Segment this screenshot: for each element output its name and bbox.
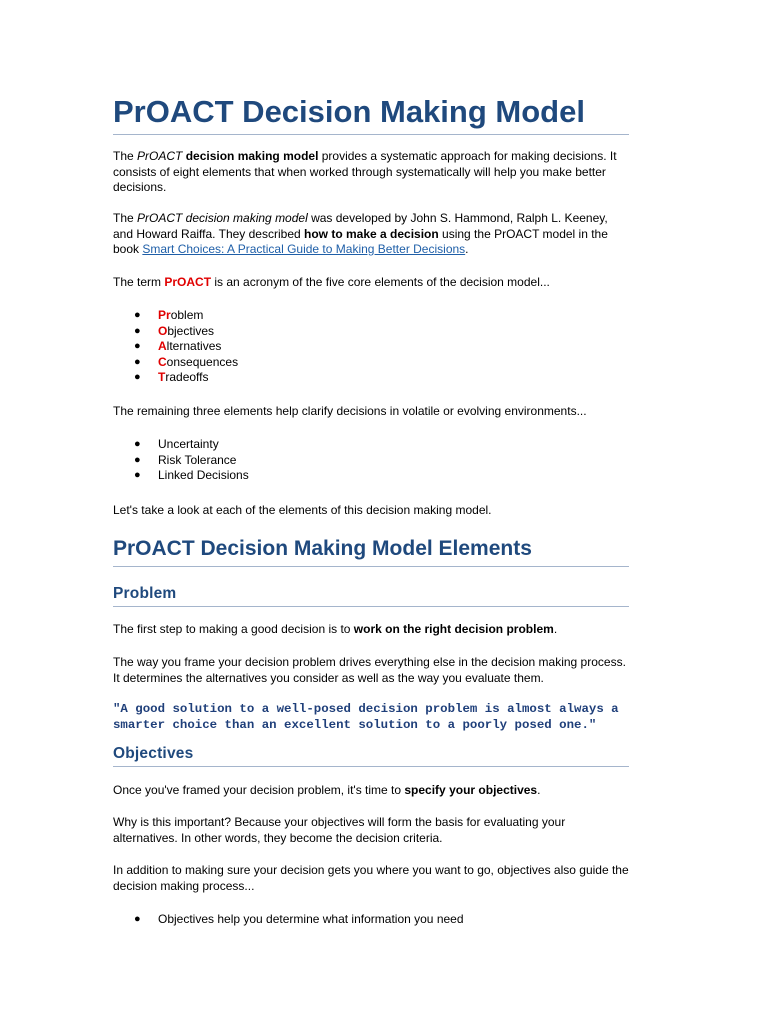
proact-term: PrOACT: [164, 275, 212, 289]
problem-heading: Problem: [113, 583, 629, 607]
bullet-icon: ●: [134, 453, 141, 466]
section-title: PrOACT Decision Making Model Elements: [113, 534, 629, 567]
objectives-paragraph-2: Why is this important? Because your objectives will form the basis for evaluating your alternatives. In other words, they become the decision criteria.: [113, 815, 566, 845]
objectives-list: [113, 912, 629, 928]
core-elements-list: [113, 308, 629, 386]
list-item: ● Consequences: [134, 354, 239, 369]
intro-paragraph-1: The PrOACT decision making model provides a systematic approach for making decisions. It consists of eight elements that when worked through systematically will help you make better decisions.: [113, 149, 617, 194]
list-item: ● Linked Decisions: [134, 468, 249, 483]
bullet-icon: ●: [134, 324, 141, 337]
remaining-elements-list: [113, 437, 629, 484]
bullet-icon: ●: [134, 340, 141, 353]
objectives-paragraph-1: Once you've framed your decision problem, it's time to specify your objectives.: [113, 783, 541, 797]
bullet-icon: ●: [134, 371, 141, 384]
bullet-icon: ●: [134, 355, 141, 368]
list-item: ● Objectives help you determine what information you need: [134, 912, 464, 926]
bullet-icon: ●: [134, 469, 141, 482]
problem-paragraph-1: The first step to making a good decision is to work on the right decision problem.: [113, 622, 558, 636]
bullet-icon: ●: [134, 438, 141, 450]
objectives-paragraph-3: In addition to making sure your decision gets you where you want to go, objectives also guide the decision making process...: [113, 863, 629, 893]
bullet-icon: ●: [134, 913, 141, 925]
acronym-paragraph: The term PrOACT is an acronym of the five core elements of the decision model...: [113, 275, 550, 289]
page-title: PrOACT Decision Making Model: [113, 92, 629, 135]
list-item: ● Problem: [134, 308, 204, 322]
list-item: ● Risk Tolerance: [134, 452, 237, 467]
lets-look-paragraph: Let's take a look at each of the elements of this decision making model.: [113, 503, 492, 517]
bullet-icon: ●: [134, 309, 141, 321]
list-item: ● Tradeoffs: [134, 370, 209, 385]
list-item: ● Alternatives: [134, 339, 222, 354]
intro-paragraph-2: The PrOACT decision making model was developed by John S. Hammond, Ralph L. Keeney, and Howard Raiffa. They described how to make a decision using the PrOACT model in the book Smart Choices: A Practical Guide to Making Better Decisions.: [113, 211, 608, 256]
remaining-intro: The remaining three elements help clarify decisions in volatile or evolving environments...: [113, 404, 587, 418]
smart-choices-link[interactable]: Smart Choices: A Practical Guide to Making Better Decisions: [142, 242, 466, 256]
list-item: ● Objectives: [134, 323, 215, 338]
problem-quote: "A good solution to a well-posed decision problem is almost always a smarter choice than an excellent solution to a poorly posed one.": [113, 702, 619, 732]
objectives-heading: Objectives: [113, 743, 629, 767]
problem-paragraph-2: The way you frame your decision problem drives everything else in the decision making process. It determines the alternatives you consider as well as the way you evaluate them.: [113, 655, 626, 685]
list-item: ● Uncertainty: [134, 437, 219, 451]
